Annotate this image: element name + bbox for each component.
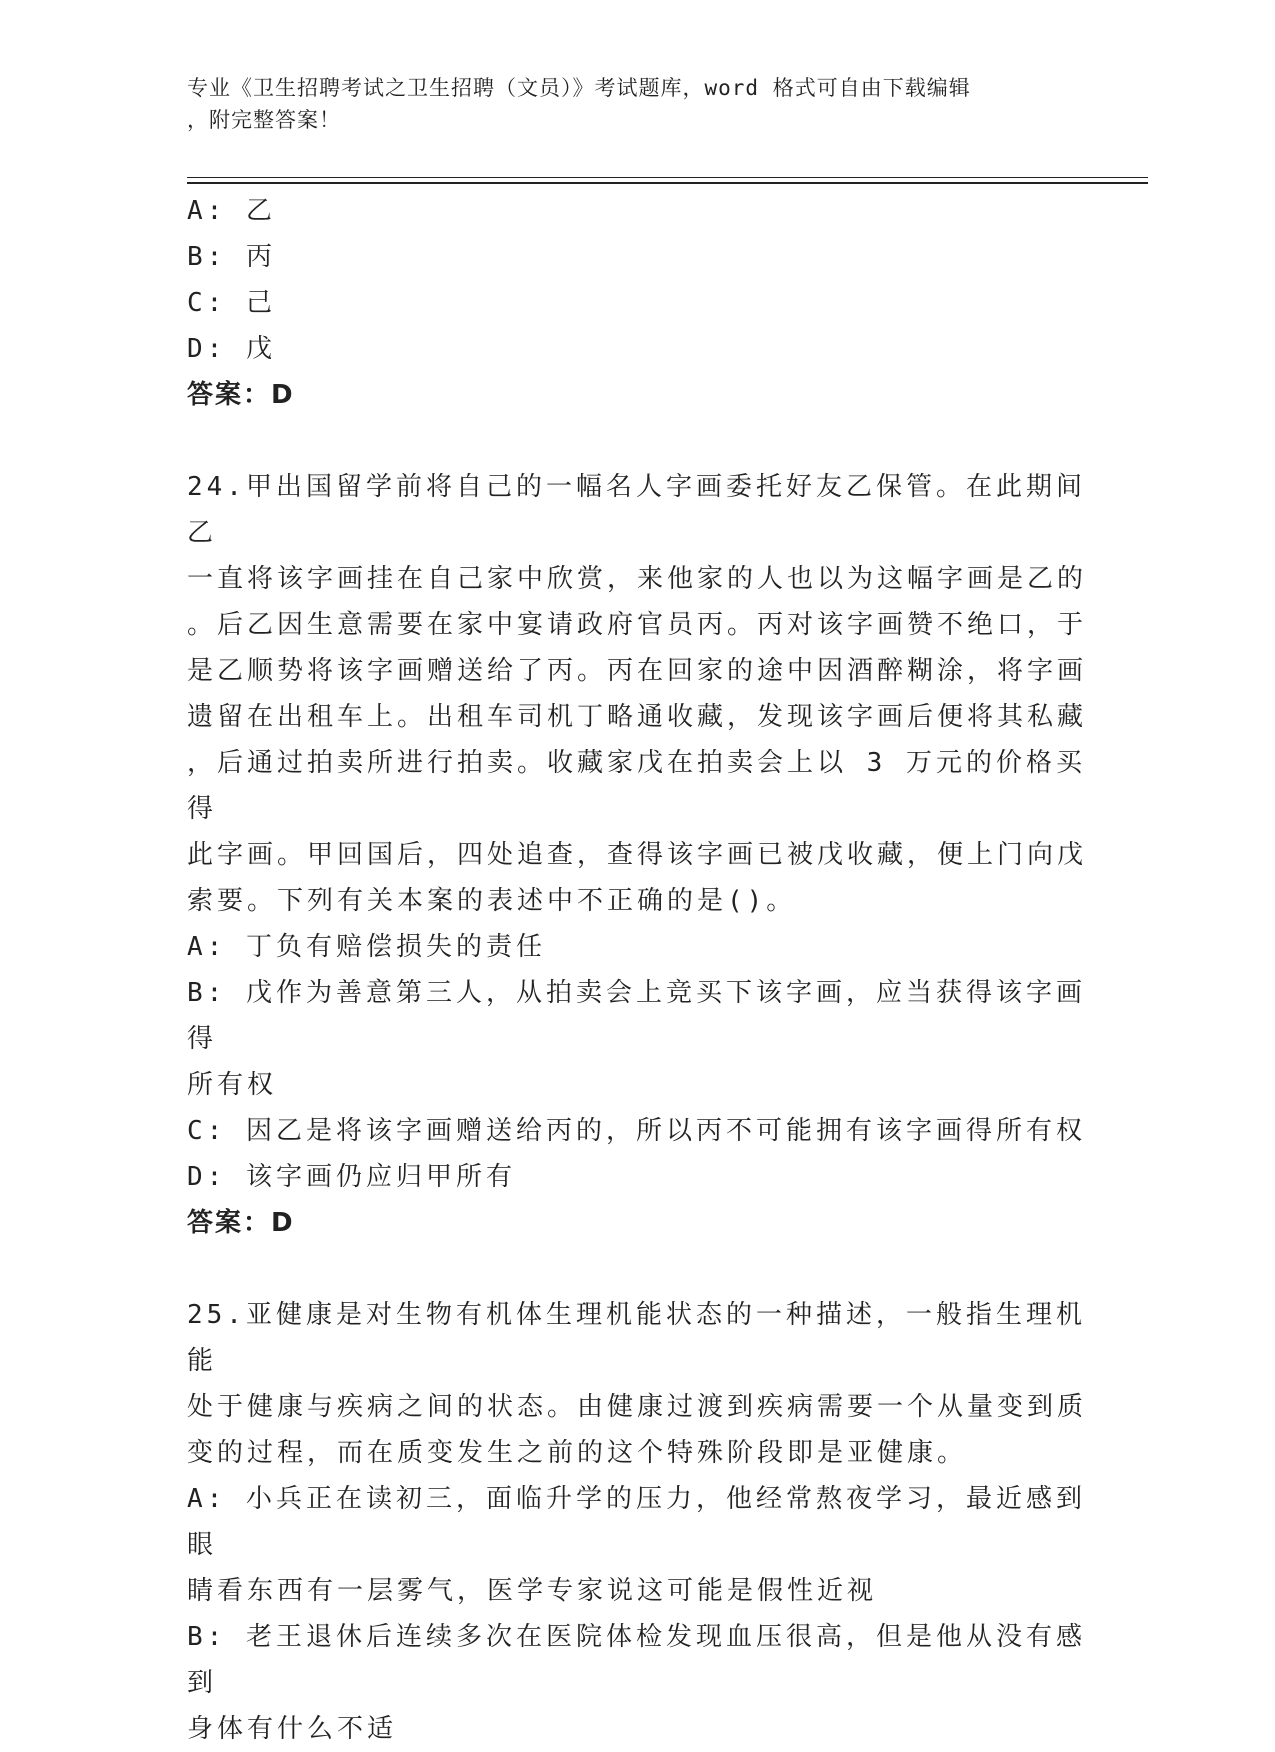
option-d: D: 戊 — [187, 334, 276, 364]
option-a: A: 小兵正在读初三，面临升学的压力，他经常熬夜学习，最近感到眼 — [187, 1484, 1086, 1560]
option-d: D: 该字画仍应归甲所有 — [187, 1162, 516, 1192]
option-c: C: 因乙是将该字画赠送给丙的，所以丙不可能拥有该字画得所有权 — [187, 1116, 1086, 1146]
option-a: A: 乙 — [187, 196, 276, 226]
answer: 答案：D — [187, 380, 295, 410]
question-text-line: 24.甲出国留学前将自己的一幅名人字画委托好友乙保管。在此期间乙 — [187, 472, 1086, 548]
header-divider-thick — [187, 182, 1148, 184]
question-text-line: 一直将该字画挂在自己家中欣赏，来他家的人也以为这幅字画是乙的 — [187, 564, 1088, 594]
option-b: B: 戊作为善意第三人，从拍卖会上竞买下该字画，应当获得该字画得 — [187, 978, 1086, 1054]
header-line-1: 专业《卫生招聘考试之卫生招聘（文员）》考试题库，word 格式可自由下载编辑 — [187, 76, 971, 100]
question-text-line: 遗留在出租车上。出租车司机丁略通收藏，发现该字画后便将其私藏 — [187, 702, 1088, 732]
question-text-line: 索要。下列有关本案的表述中不正确的是()。 — [187, 886, 797, 916]
question-text-line: 。后乙因生意需要在家中宴请政府官员丙。丙对该字画赞不绝口，于 — [187, 610, 1088, 640]
question-25 — [187, 1292, 1087, 1752]
question-text-line: 是乙顺势将该字画赠送给了丙。丙在回家的途中因酒醉糊涂，将字画 — [187, 656, 1088, 686]
option-b-continued: 所有权 — [187, 1070, 278, 1100]
question-23 — [187, 188, 1087, 418]
header-line-2: ，附完整答案！ — [187, 108, 341, 132]
question-text-line: 处于健康与疾病之间的状态。由健康过渡到疾病需要一个从量变到质 — [187, 1392, 1088, 1422]
option-b: B: 丙 — [187, 242, 276, 272]
question-text-line: 变的过程，而在质变发生之前的这个特殊阶段即是亚健康。 — [187, 1438, 968, 1468]
option-c: C: 己 — [187, 288, 276, 318]
question-text-line: 此字画。甲回国后，四处追查，查得该字画已被戊收藏，便上门向戊 — [187, 840, 1088, 870]
document-body — [187, 188, 1087, 1752]
option-b: B: 老王退休后连续多次在医院体检发现血压很高，但是他从没有感到 — [187, 1622, 1086, 1698]
answer: 答案：D — [187, 1208, 295, 1238]
header-divider-thin — [187, 177, 1148, 178]
question-text-line: 25.亚健康是对生物有机体生理机能状态的一种描述，一般指生理机能 — [187, 1300, 1086, 1376]
option-a: A: 丁负有赔偿损失的责任 — [187, 932, 546, 962]
document-header — [187, 72, 1087, 136]
option-b-continued: 身体有什么不适 — [187, 1714, 398, 1744]
option-a-continued: 睛看东西有一层雾气，医学专家说这可能是假性近视 — [187, 1576, 878, 1606]
question-24 — [187, 464, 1087, 1246]
question-text-line: ，后通过拍卖所进行拍卖。收藏家戊在拍卖会上以 3 万元的价格买得 — [187, 748, 1086, 824]
